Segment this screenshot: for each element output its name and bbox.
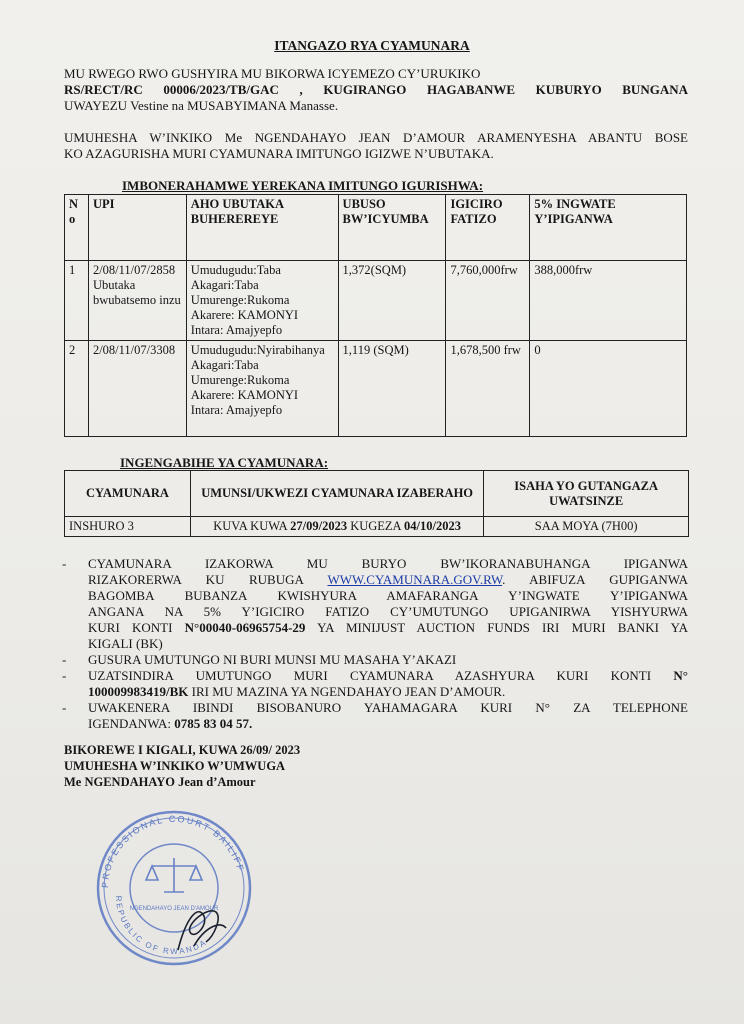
from-label: KUVA KUWA — [213, 519, 287, 533]
location-line: Intara: Amajyepfo — [190, 403, 283, 417]
account-number: 100009983419/BK — [88, 684, 189, 699]
cell-no: 2 — [65, 341, 89, 437]
cell-no: 1 — [65, 261, 89, 341]
table-row — [65, 261, 687, 341]
signature-role: UMUHESHA W’INKIKO W’UMWUGA — [64, 759, 286, 773]
properties-section-title: IMBONERAHAMWE YEREKANA IMITUNGO IGURISHWA: — [122, 178, 484, 193]
intro-line: MU RWEGO RWO GUSHYIRA MU BIKORWA ICYEMEZO CY’URUKIKO — [64, 66, 481, 81]
location-line: Akarere: KAMONYI — [190, 388, 299, 402]
header-round: CYAMUNARA — [65, 471, 191, 517]
cell-upi — [88, 341, 186, 437]
stamp-bottom-text: REPUBLIC OF RWANDA — [113, 895, 209, 957]
bullet-text: IGENDANWA: — [88, 716, 172, 731]
from-date: 27/09/2023 — [290, 519, 348, 533]
document-title: ITANGAZO RYA CYAMUNARA — [274, 38, 470, 53]
bullet-item-payment — [62, 668, 688, 700]
bullet-dash: - — [62, 668, 67, 683]
cell-area: 1,119 (SQM) — [338, 341, 446, 437]
bullet-line — [88, 668, 688, 684]
bullet-text: RIZAKORERWA KU RUBUGA — [88, 572, 304, 587]
header-area: UBUSO BW’ICYUMBA — [338, 195, 446, 261]
cell-location — [186, 261, 338, 341]
upi-note: Ubutaka bwubatsemo inzu — [92, 278, 181, 307]
intro-paragraph-2 — [64, 130, 688, 162]
bullet-text: N° — [673, 668, 688, 683]
bullet-text: YA MINIJUST AUCTION FUNDS IRI MURI BANKI YA — [317, 620, 688, 635]
cell-price: 7,760,000frw — [446, 261, 530, 341]
header-location: AHO UBUTAKA BUHEREREYE — [186, 195, 338, 261]
cell-area: 1,372(SQM) — [338, 261, 446, 341]
bullet-line: BAGOMBA BUBANZA KWISHYURA AMAFARANGA Y’INGWATE Y’IPIGANWA — [88, 588, 688, 603]
bullet-line — [88, 684, 688, 700]
schedule-table — [64, 470, 689, 537]
upi-value: 2/08/11/07/2858 — [92, 263, 176, 277]
bullet-line: KIGALI (BK) — [88, 636, 163, 651]
header-time: ISAHA YO GUTANGAZA UWATSINZE — [484, 471, 689, 517]
location-line: Umurenge:Rukoma — [190, 293, 290, 307]
bullet-text: UZATSINDIRA UMUTUNGO MURI CYAMUNARA AZASHYURA KURI KONTI — [88, 668, 652, 683]
cell-dates — [190, 517, 483, 537]
official-stamp-seal — [86, 800, 276, 970]
header-price: IGICIRO FATIZO — [446, 195, 530, 261]
phone-number: 0785 83 04 57. — [174, 716, 253, 731]
signature-block — [64, 742, 300, 790]
bullet-line — [88, 572, 688, 588]
bullet-text: . ABIFUZA GUPIGANWA — [502, 572, 688, 587]
location-line: Umudugudu:Nyirabihanya — [190, 343, 325, 357]
to-label: KUGEZA — [350, 519, 401, 533]
location-line: Akagari:Taba — [190, 358, 259, 372]
bullet-dash: - — [62, 556, 67, 571]
cell-time: SAA MOYA (7H00) — [484, 517, 689, 537]
stamp-inner-text: NGENDAHAYO JEAN D'AMOUR — [129, 906, 219, 912]
cell-round: INSHURO 3 — [65, 517, 191, 537]
account-number: N°00040-06965754-29 — [184, 620, 306, 635]
cyamunara-website-link[interactable]: WWW.CYAMUNARA.GOV.RW — [327, 572, 503, 587]
intro-line-case-number: RS/RECT/RC 00006/2023/TB/GAC , KUGIRANGO HAGABANWE KUBURYO BUNGANA — [64, 82, 688, 97]
location-line: Akarere: KAMONYI — [190, 308, 299, 322]
header-deposit: 5% INGWATE Y’IPIGANWA — [530, 195, 687, 261]
header-upi: UPI — [88, 195, 186, 261]
cell-deposit: 388,000frw — [530, 261, 687, 341]
bullet-line: CYAMUNARA IZAKORWA MU BURYO BW’IKORANABUHANGA IPIGANWA — [88, 556, 688, 571]
table-header-row — [65, 195, 687, 261]
scales-of-justice-icon — [146, 858, 202, 892]
cell-deposit: 0 — [530, 341, 687, 437]
cell-price: 1,678,500 frw — [446, 341, 530, 437]
intro-line: KO AZAGURISHA MURI CYAMUNARA IMITUNGO IGIZWE N’UBUTAKA. — [64, 146, 494, 161]
header-no: N o — [65, 195, 89, 261]
location-line: Umurenge:Rukoma — [190, 373, 290, 387]
bullet-dash: - — [62, 652, 67, 667]
schedule-section-title: INGENGABIHE YA CYAMUNARA: — [120, 455, 329, 470]
bullet-line: ANGANA NA 5% Y’IGICIRO FATIZO CY’UMUTUNGO UPIGANIRWA YISHYURWA — [88, 604, 688, 619]
intro-line: UMUHESHA W’INKIKO Me NGENDAHAYO JEAN D’AMOUR ARAMENYESHA ABANTU BOSE — [64, 130, 688, 145]
intro-line: UWAYEZU Vestine na MUSABYIMANA Manasse. — [64, 98, 339, 113]
cell-upi — [88, 261, 186, 341]
location-line: Umudugudu:Taba — [190, 263, 281, 277]
cell-location — [186, 341, 338, 437]
bullet-text: KURI KONTI — [88, 620, 173, 635]
bullet-list — [62, 556, 688, 732]
table-header-row — [65, 471, 689, 517]
bullet-line — [88, 716, 688, 732]
bullet-line: GUSURA UMUTUNGO NI BURI MUNSI MU MASAHA Y’AKAZI — [88, 652, 457, 667]
bullet-line: UWAKENERA IBINDI BISOBANURO YAHAMAGARA KURI N° ZA TELEPHONE — [88, 700, 688, 715]
location-line: Akagari:Taba — [190, 278, 259, 292]
upi-value: 2/08/11/07/3308 — [92, 343, 176, 357]
signature-name: Me NGENDAHAYO Jean d’Amour — [64, 775, 256, 789]
bullet-item-contact — [62, 700, 688, 732]
intro-paragraph-1 — [64, 66, 688, 114]
bullet-item-auction — [62, 556, 688, 652]
properties-table — [64, 194, 687, 437]
table-row — [65, 341, 687, 437]
bullet-line — [88, 620, 688, 636]
header-dates: UMUNSI/UKWEZI CYAMUNARA IZABERAHO — [190, 471, 483, 517]
stamp-top-text: PROFESSIONAL COURT BAILIFF — [99, 813, 246, 889]
location-line: Intara: Amajyepfo — [190, 323, 283, 337]
signature-place-date: BIKOREWE I KIGALI, KUWA 26/09/ 2023 — [64, 743, 301, 757]
bullet-item-visit — [62, 652, 688, 668]
to-date: 04/10/2023 — [404, 519, 461, 533]
bullet-dash: - — [62, 700, 67, 715]
table-row — [65, 517, 689, 537]
bullet-text: IRI MU MAZINA YA NGENDAHAYO JEAN D’AMOUR. — [191, 684, 506, 699]
